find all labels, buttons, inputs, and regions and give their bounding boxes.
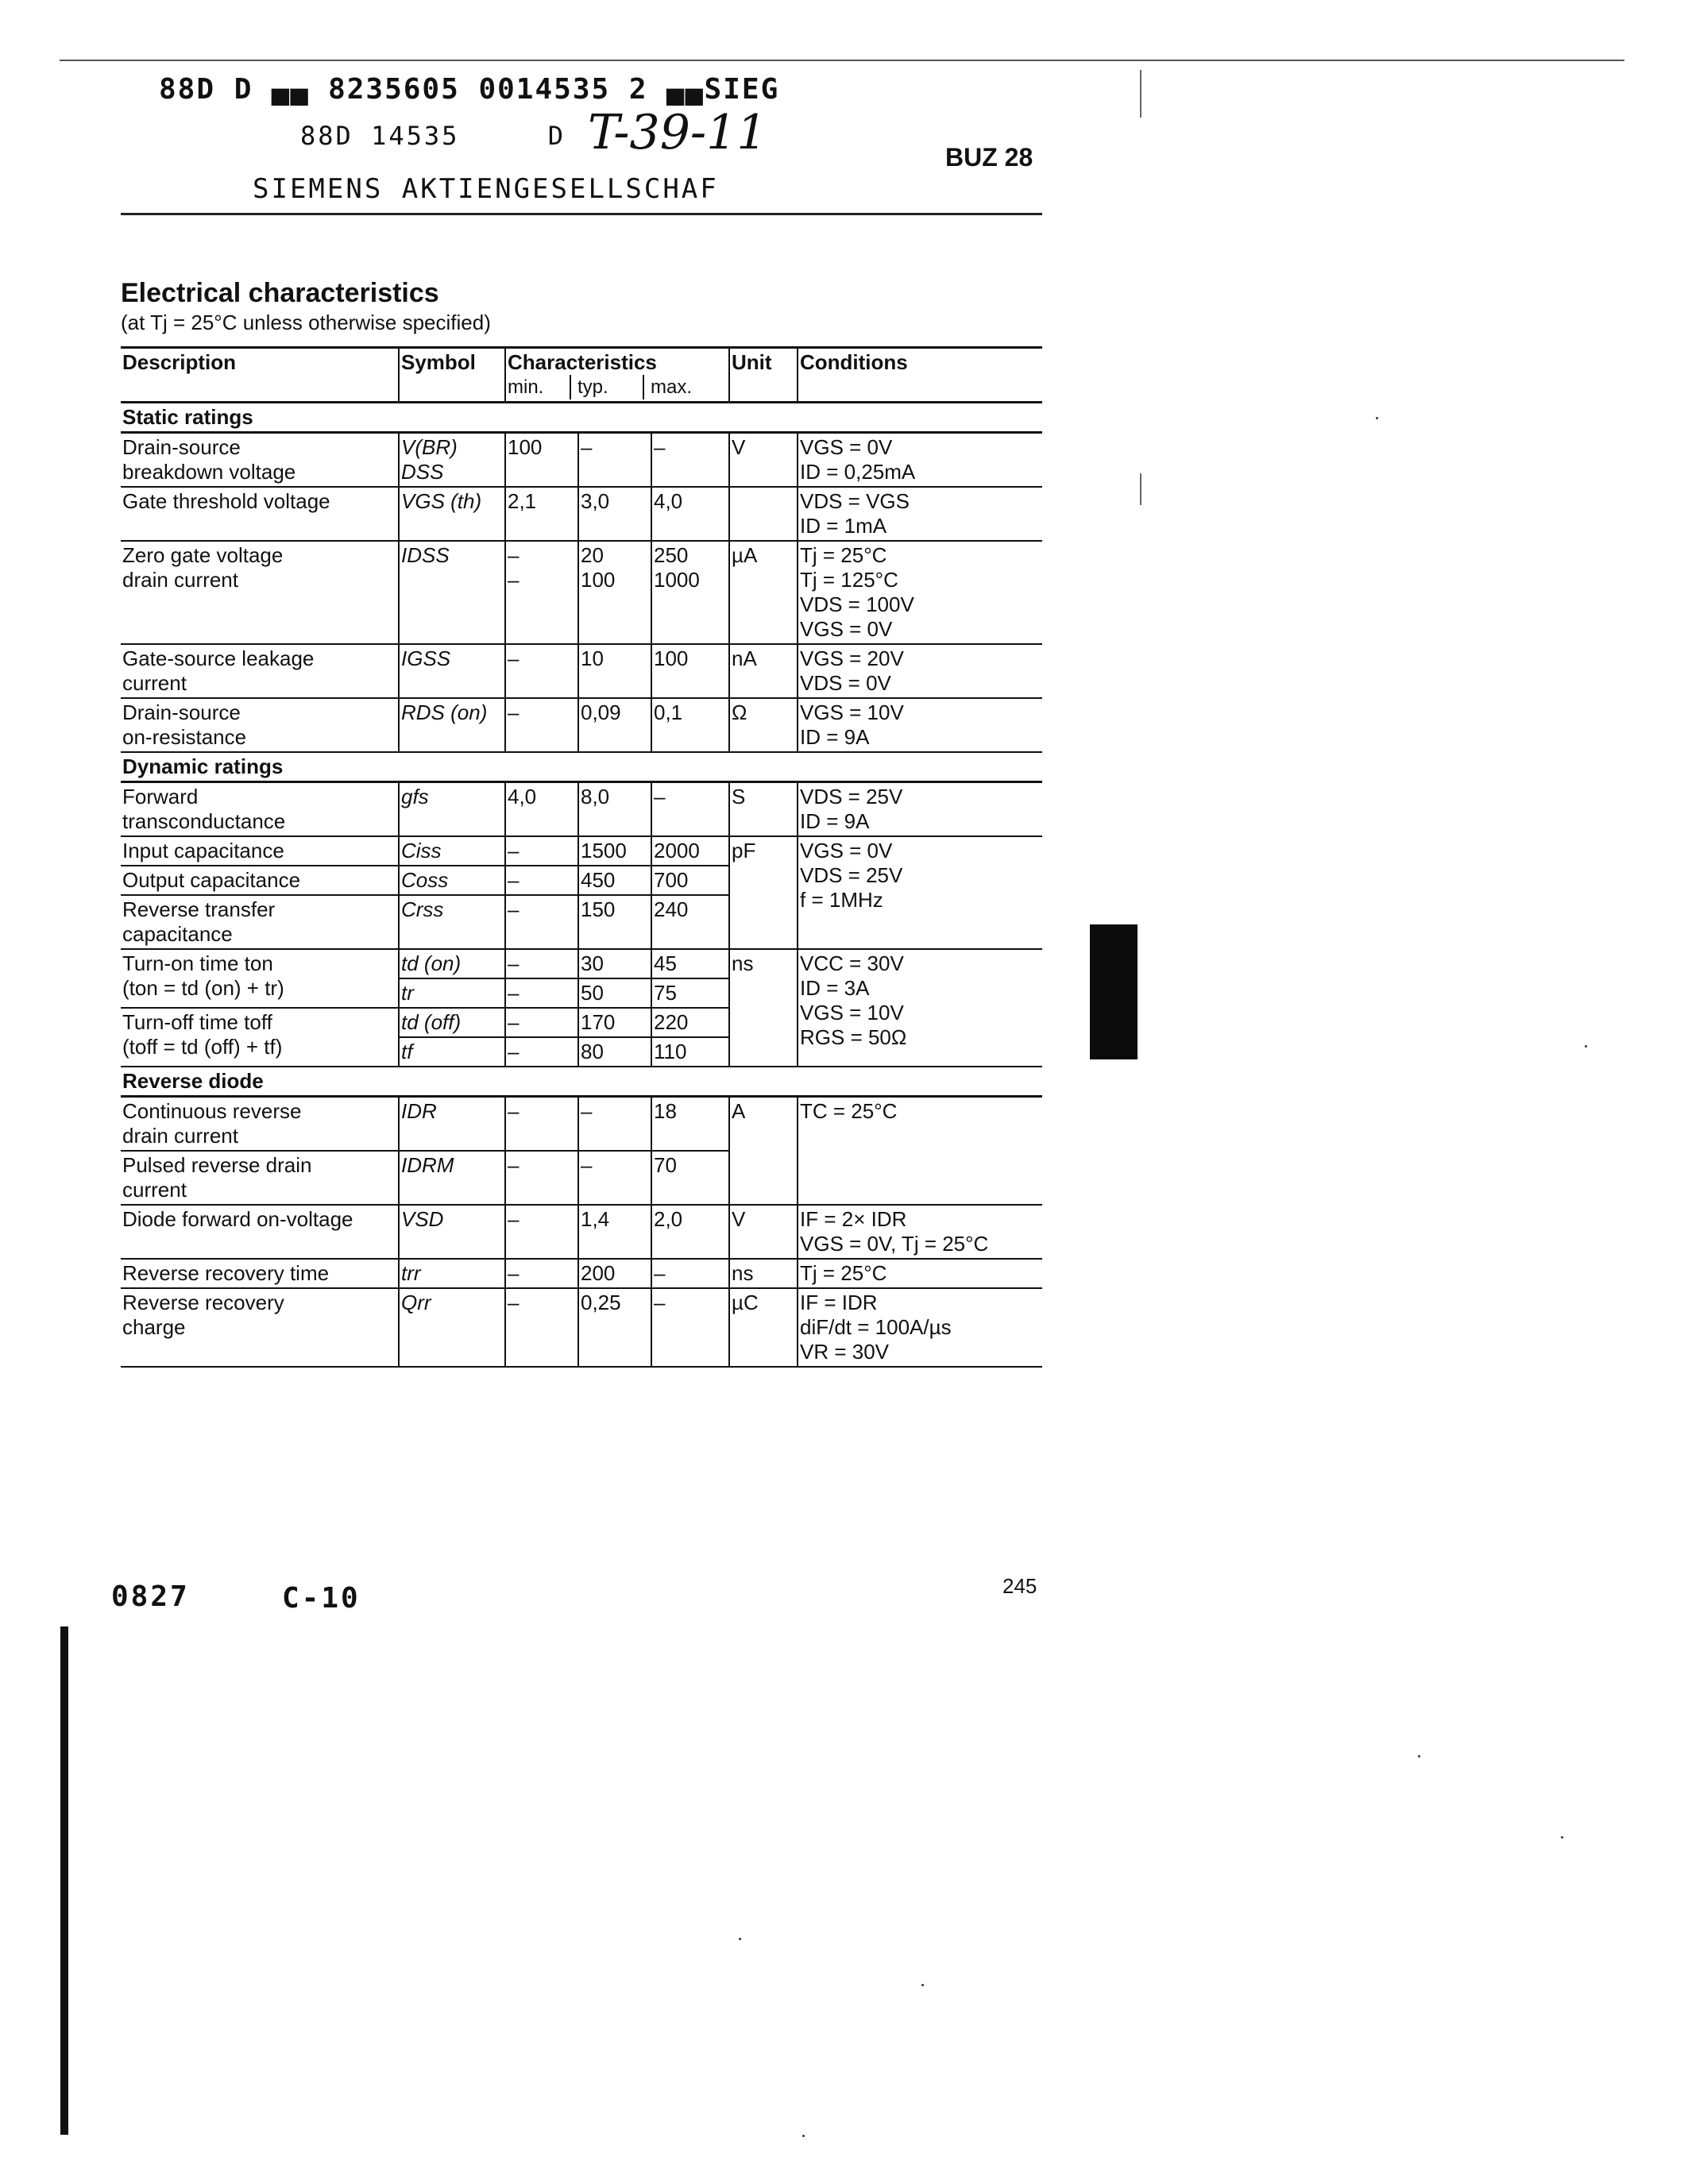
typ-cell: 0,25	[578, 1288, 651, 1367]
table-row	[121, 836, 1042, 866]
group-heading-row	[121, 752, 1042, 782]
min-cell: –	[505, 1288, 578, 1367]
side-tab-marker	[1090, 924, 1138, 1059]
max-cell: 100	[651, 644, 729, 698]
conditions-cell: TC = 25°C	[798, 1097, 1042, 1206]
description-cell: Turn-off time toff (toff = td (off) + tf)	[121, 1008, 399, 1067]
min-cell: –	[505, 644, 578, 698]
unit-cell: A	[729, 1097, 798, 1206]
min-cell: – –	[505, 541, 578, 644]
table-header-row	[121, 348, 1042, 403]
catalog-code-line-2: 88D 14535 D	[300, 121, 566, 151]
company-name: SIEMENS AKTIENGESELLSCHAF	[253, 173, 719, 205]
description-cell: Reverse recovery charge	[121, 1288, 399, 1367]
conditions-cell: VDS = VGS ID = 1mA	[798, 487, 1042, 541]
max-cell: 45	[651, 949, 729, 978]
max-cell: 700	[651, 866, 729, 895]
min-cell: –	[505, 949, 578, 978]
symbol-cell: IDR	[399, 1097, 505, 1152]
header-max: max.	[651, 376, 693, 398]
typ-cell: 450	[578, 866, 651, 895]
typ-cell: 3,0	[578, 487, 651, 541]
table-row	[121, 782, 1042, 837]
min-cell: –	[505, 1205, 578, 1259]
margin-tick-marks	[1140, 70, 1141, 118]
header-unit: Unit	[729, 348, 798, 403]
typ-cell: –	[578, 433, 651, 488]
description-cell: Gate-source leakage current	[121, 644, 399, 698]
min-cell: –	[505, 1151, 578, 1205]
min-cell: 2,1	[505, 487, 578, 541]
min-cell: 4,0	[505, 782, 578, 837]
max-cell: –	[651, 782, 729, 837]
header-characteristics	[505, 348, 729, 403]
table-body	[121, 403, 1042, 1368]
typ-cell: 30	[578, 949, 651, 978]
description-cell: Diode forward on-voltage	[121, 1205, 399, 1259]
unit-cell: pF	[729, 836, 798, 949]
description-cell: Turn-on time ton (ton = td (on) + tr)	[121, 949, 399, 1008]
header-rule	[121, 213, 1042, 215]
max-cell: –	[651, 1259, 729, 1288]
max-cell: 2,0	[651, 1205, 729, 1259]
scan-speck	[921, 1984, 924, 1986]
unit-cell: µC	[729, 1288, 798, 1367]
max-cell: 250 1000	[651, 541, 729, 644]
conditions-cell: VGS = 0V VDS = 25V f = 1MHz	[798, 836, 1042, 949]
min-cell: –	[505, 698, 578, 752]
table-row	[121, 541, 1042, 644]
group-heading-row	[121, 1067, 1042, 1097]
conditions-cell: Tj = 25°C	[798, 1259, 1042, 1288]
typ-cell: 50	[578, 978, 651, 1008]
max-cell: 240	[651, 895, 729, 949]
electrical-characteristics-table	[121, 346, 1042, 1368]
description-cell: Gate threshold voltage	[121, 487, 399, 541]
typ-cell: 200	[578, 1259, 651, 1288]
scan-speck	[1376, 417, 1378, 419]
typ-cell: 80	[578, 1037, 651, 1067]
min-cell: –	[505, 1259, 578, 1288]
group-heading: Dynamic ratings	[122, 754, 284, 778]
scan-speck	[1561, 1836, 1563, 1839]
scan-speck	[1418, 1755, 1420, 1758]
max-cell: 2000	[651, 836, 729, 866]
conditions-cell: VGS = 20V VDS = 0V	[798, 644, 1042, 698]
typ-cell: 8,0	[578, 782, 651, 837]
stamp-code: C-10	[282, 1582, 361, 1615]
table-row	[121, 1288, 1042, 1367]
unit-cell: µA	[729, 541, 798, 644]
conditions-cell: VDS = 25V ID = 9A	[798, 782, 1042, 837]
header-symbol: Symbol	[399, 348, 505, 403]
unit-cell	[729, 487, 798, 541]
typ-cell: 0,09	[578, 698, 651, 752]
min-cell: –	[505, 836, 578, 866]
part-number: BUZ 28	[945, 143, 1033, 172]
max-cell: –	[651, 433, 729, 488]
description-cell: Pulsed reverse drain current	[121, 1151, 399, 1205]
table-row	[121, 949, 1042, 978]
conditions-cell: VGS = 10V ID = 9A	[798, 698, 1042, 752]
max-cell: 75	[651, 978, 729, 1008]
description-cell: Reverse transfer capacitance	[121, 895, 399, 949]
group-heading-row	[121, 403, 1042, 433]
scan-edge-shadow	[60, 1626, 68, 2135]
section-subtitle: (at Tj = 25°C unless otherwise specified)	[121, 311, 491, 334]
min-cell: 100	[505, 433, 578, 488]
stamp-number: 0827	[111, 1580, 190, 1613]
symbol-cell: Coss	[399, 866, 505, 895]
unit-cell: Ω	[729, 698, 798, 752]
table-row	[121, 1259, 1042, 1288]
symbol-cell: RDS (on)	[399, 698, 505, 752]
typ-cell: 20 100	[578, 541, 651, 644]
symbol-cell: VGS (th)	[399, 487, 505, 541]
min-cell: –	[505, 1097, 578, 1152]
symbol-cell: Qrr	[399, 1288, 505, 1367]
table-row	[121, 644, 1042, 698]
min-cell: –	[505, 978, 578, 1008]
max-cell: –	[651, 1288, 729, 1367]
typ-cell: 150	[578, 895, 651, 949]
group-heading: Reverse diode	[122, 1069, 264, 1093]
symbol-cell: V(BR) DSS	[399, 433, 505, 488]
header-min-typ-max	[508, 375, 722, 399]
max-cell: 4,0	[651, 487, 729, 541]
symbol-cell: IGSS	[399, 644, 505, 698]
symbol-cell: tr	[399, 978, 505, 1008]
symbol-cell: gfs	[399, 782, 505, 837]
symbol-cell: td (off)	[399, 1008, 505, 1037]
description-cell: Forward transconductance	[121, 782, 399, 837]
typ-cell: 1,4	[578, 1205, 651, 1259]
description-cell: Input capacitance	[121, 836, 399, 866]
scan-speck	[802, 2135, 805, 2137]
table-row	[121, 1097, 1042, 1152]
description-cell: Zero gate voltage drain current	[121, 541, 399, 644]
typ-cell: 10	[578, 644, 651, 698]
max-cell: 220	[651, 1008, 729, 1037]
typ-cell: –	[578, 1097, 651, 1152]
conditions-cell: IF = IDR diF/dt = 100A/µs VR = 30V	[798, 1288, 1042, 1367]
header-description: Description	[121, 348, 399, 403]
scan-speck	[1585, 1045, 1587, 1048]
unit-cell: V	[729, 1205, 798, 1259]
typ-cell: –	[578, 1151, 651, 1205]
max-cell: 0,1	[651, 698, 729, 752]
symbol-cell: tf	[399, 1037, 505, 1067]
section-title: Electrical characteristics	[121, 278, 439, 308]
symbol-cell: td (on)	[399, 949, 505, 978]
catalog-code-line: 88D D ▄▄ 8235605 0014535 2 ▄▄SIEG	[159, 73, 780, 106]
description-cell: Reverse recovery time	[121, 1259, 399, 1288]
page-number: 245	[1002, 1574, 1037, 1598]
description-cell: Drain-source on-resistance	[121, 698, 399, 752]
symbol-cell: Crss	[399, 895, 505, 949]
symbol-cell: Ciss	[399, 836, 505, 866]
symbol-cell: VSD	[399, 1205, 505, 1259]
symbol-cell: trr	[399, 1259, 505, 1288]
typ-cell: 1500	[578, 836, 651, 866]
table-row	[121, 433, 1042, 488]
group-heading: Static ratings	[122, 405, 253, 429]
unit-cell: ns	[729, 949, 798, 1067]
max-cell: 70	[651, 1151, 729, 1205]
header-min: min.	[508, 375, 571, 399]
table-row	[121, 1205, 1042, 1259]
unit-cell: ns	[729, 1259, 798, 1288]
scan-speck	[739, 1938, 741, 1940]
header-typ: typ.	[571, 375, 644, 399]
unit-cell: nA	[729, 644, 798, 698]
handwritten-note: T-39-11	[588, 105, 767, 160]
min-cell: –	[505, 1037, 578, 1067]
min-cell: –	[505, 866, 578, 895]
conditions-cell: IF = 2× IDR VGS = 0V, Tj = 25°C	[798, 1205, 1042, 1259]
description-cell: Drain-source breakdown voltage	[121, 433, 399, 488]
symbol-cell: IDRM	[399, 1151, 505, 1205]
conditions-cell: VCC = 30V ID = 3A VGS = 10V RGS = 50Ω	[798, 949, 1042, 1067]
table-row	[121, 698, 1042, 752]
top-scan-rule	[60, 60, 1624, 61]
header-conditions: Conditions	[798, 348, 1042, 403]
margin-tick-marks	[1140, 473, 1141, 505]
unit-cell: V	[729, 433, 798, 488]
unit-cell: S	[729, 782, 798, 837]
min-cell: –	[505, 895, 578, 949]
max-cell: 110	[651, 1037, 729, 1067]
table-row	[121, 487, 1042, 541]
header-characteristics-label: Characteristics	[508, 350, 657, 374]
description-cell: Continuous reverse drain current	[121, 1097, 399, 1152]
max-cell: 18	[651, 1097, 729, 1152]
description-cell: Output capacitance	[121, 866, 399, 895]
conditions-cell: Tj = 25°C Tj = 125°C VDS = 100V VGS = 0V	[798, 541, 1042, 644]
min-cell: –	[505, 1008, 578, 1037]
typ-cell: 170	[578, 1008, 651, 1037]
conditions-cell: VGS = 0V ID = 0,25mA	[798, 433, 1042, 488]
symbol-cell: IDSS	[399, 541, 505, 644]
